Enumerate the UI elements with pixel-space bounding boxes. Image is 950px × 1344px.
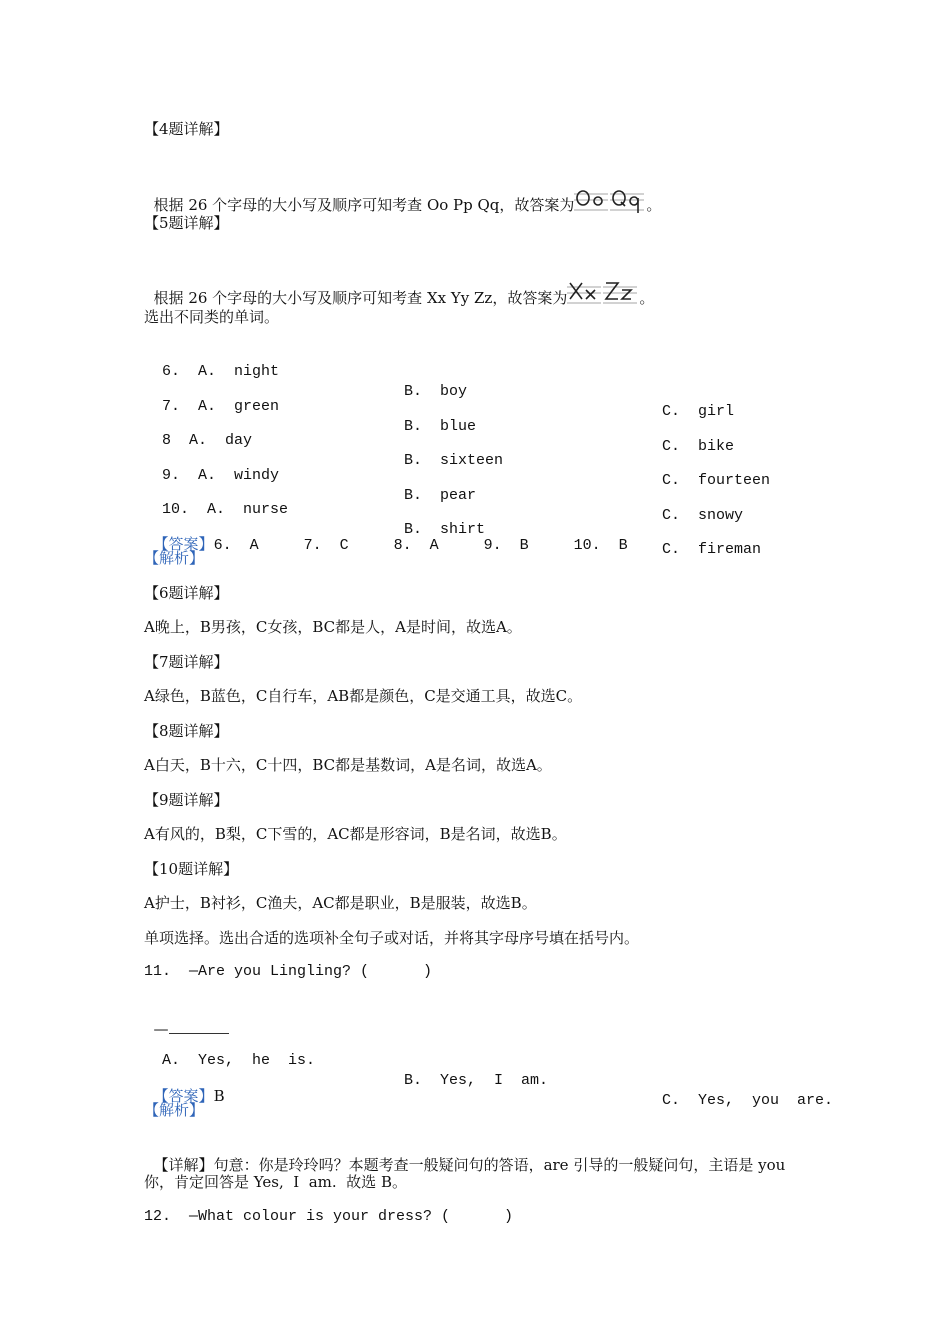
handwritten-xx-glyph (567, 279, 601, 309)
section-4-heading: 【4题详解】 (144, 120, 229, 138)
question-10-option-a: 10. A. nurse (162, 501, 289, 518)
answer-label: 【答案】 (153, 535, 214, 553)
detail-8-text: A白天，B十六，C十四，BC都是基数词，A是名词，故选A。 (144, 756, 552, 774)
section-5-end: 。 (639, 289, 655, 307)
section-4-end: 。 (646, 196, 662, 214)
question-11-options (144, 1031, 844, 1111)
detail-11-line-1 (144, 1135, 824, 1175)
analysis-label: 【解析】 (144, 549, 205, 567)
question-7-option-b: B. blue (404, 418, 477, 435)
question-9-option-a: 9. A. windy (162, 467, 280, 484)
detail-6-text: A晚上，B男孩，C女孩，BC都是人，A是时间，故选A。 (144, 618, 522, 636)
section-5-text-line (144, 259, 654, 309)
answer-text: 6. A 7. C 8. A 9. B 10. B (213, 537, 628, 554)
detail-8-heading: 【8题详解】 (144, 722, 229, 740)
question-8-option-a: 8 A. day (162, 432, 253, 449)
analysis-11-label: 【解析】 (144, 1101, 205, 1119)
detail-6-heading: 【6题详解】 (144, 584, 229, 602)
answer-6-10 (144, 514, 628, 556)
detail-11-label: 【详解】 (153, 1156, 214, 1174)
question-11-option-b: B. Yes, I am. (404, 1072, 549, 1089)
section-5-text: 根据 26 个字母的大小写及顺序可知考查 Xx Yy Zz，故答案为 (153, 289, 568, 307)
detail-9-text: A有风的，B梨，C下雪的，AC都是形容词，B是名词，故选B。 (144, 825, 567, 843)
question-8-option-b: B. sixteen (404, 452, 504, 469)
detail-11-text-1: 句意：你是玲玲吗？本题考查一般疑问句的答语，are 引导的一般疑问句，主语是 you (213, 1156, 786, 1174)
question-7-option-a: 7. A. green (162, 398, 280, 415)
answer-11-label: 【答案】 (153, 1087, 214, 1105)
question-11-stem: 11. —Are you Lingling? ( ) (144, 963, 433, 980)
question-10-option-c: C. fireman (662, 541, 762, 558)
part-odd-title: 选出不同类的单词。 (144, 308, 280, 326)
handwritten-zz-glyph (603, 279, 637, 309)
question-6-option-c: C. girl (662, 403, 735, 420)
question-6-option-b: B. boy (404, 383, 468, 400)
section-4-text: 根据 26 个字母的大小写及顺序可知考查 Oo Pp Qq，故答案为 (153, 196, 575, 214)
question-9-option-c: C. snowy (662, 507, 744, 524)
question-9-option-b: B. pear (404, 487, 477, 504)
detail-10-text: A护士，B衬衫，C渔夫，AC都是职业，B是服装，故选B。 (144, 894, 537, 912)
question-12-stem: 12. —What colour is your dress? ( ) (144, 1208, 514, 1225)
section-4-text-line (144, 166, 661, 216)
detail-7-text: A绿色，B蓝色，C自行车，AB都是颜色，C是交通工具，故选C。 (144, 687, 583, 705)
section-5-heading: 【5题详解】 (144, 214, 229, 232)
detail-9-heading: 【9题详解】 (144, 791, 229, 809)
answer-11-text: B (213, 1087, 225, 1105)
detail-11-line-2: 你，肯定回答是 Yes, I am. 故选 B。 (144, 1173, 407, 1191)
question-11-dash: — (153, 1020, 169, 1038)
question-10-option-b: B. shirt (404, 521, 486, 538)
question-11-option-a: A. Yes, he is. (162, 1052, 316, 1069)
question-11-option-c: C. Yes, you are. (662, 1092, 834, 1109)
question-8-option-c: C. fourteen (662, 472, 771, 489)
handwritten-oo-glyph (574, 186, 608, 216)
part-single-title: 单项选择。选出合适的选项补全句子或对话，并将其字母序号填在括号内。 (144, 929, 640, 947)
question-6-option-a: 6. A. night (162, 363, 280, 380)
detail-7-heading: 【7题详解】 (144, 653, 229, 671)
question-7-option-c: C. bike (662, 438, 735, 455)
handwritten-qq-glyph (610, 186, 644, 216)
detail-10-heading: 【10题详解】 (144, 860, 239, 878)
